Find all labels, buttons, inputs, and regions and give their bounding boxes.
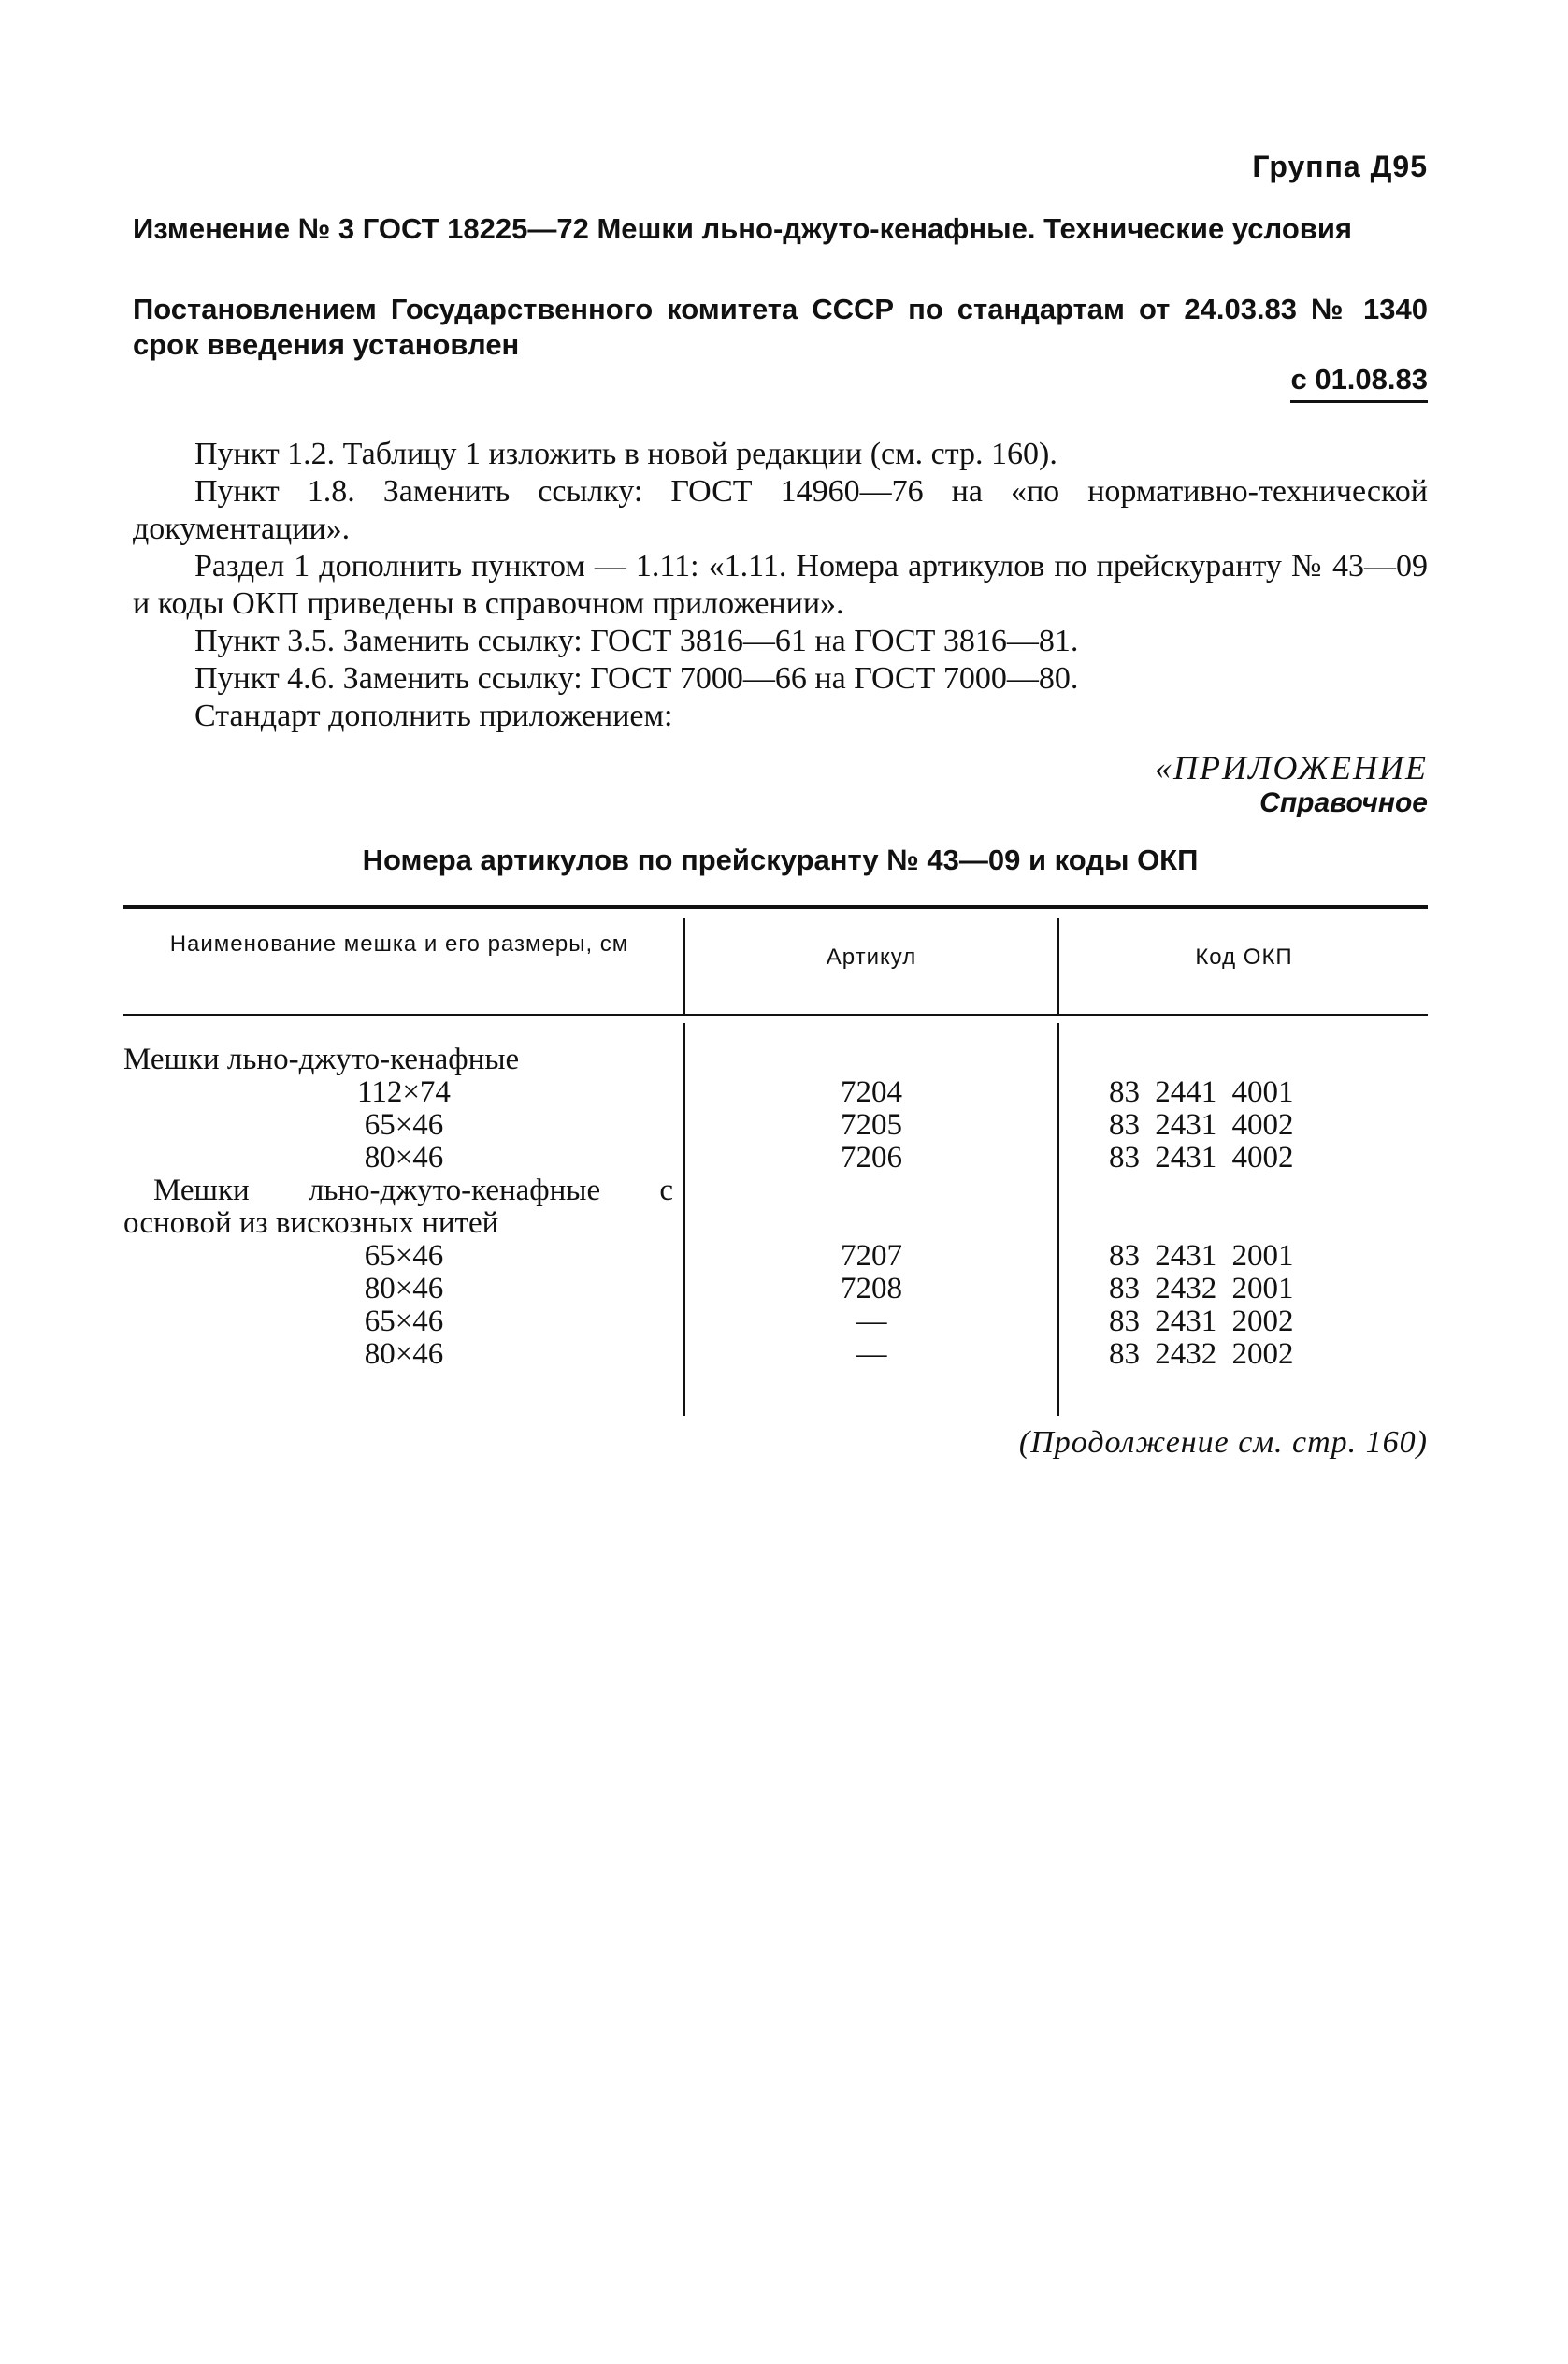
table-row [123, 1305, 1428, 1338]
cell-name: 65×46 [364, 1108, 444, 1142]
appendix-title: «ПРИЛОЖЕНИЕ [1155, 749, 1428, 786]
paragraph: Стандарт дополнить приложением: [194, 699, 673, 733]
cell-code: 83 2441 4001 [1109, 1075, 1294, 1109]
cell-name: 65×46 [364, 1305, 444, 1338]
change-title: Изменение № 3 ГОСТ 18225—72 Мешки льно-джуто-кенафные. Технические условия [133, 212, 1352, 245]
cell-code: 83 2431 4002 [1109, 1141, 1294, 1175]
table-row [123, 1142, 1428, 1175]
cell-name: Мешки льно-джуто-кенафные [123, 1043, 520, 1076]
table-row [123, 1338, 1428, 1371]
cell-article: — [856, 1305, 887, 1338]
resolution-text: Постановлением Государственного комитета СССР по стандартам от 24.03.83 № 1340 срок введения установлен [133, 293, 1428, 361]
cell-name: 112×74 [357, 1075, 451, 1109]
table-top-rule [123, 905, 1428, 909]
cell-code: 83 2431 4002 [1109, 1108, 1294, 1142]
paragraph: Пункт 3.5. Заменить ссылку: ГОСТ 3816—61 на ГОСТ 3816—81. [194, 624, 1079, 658]
table-row [123, 1240, 1428, 1273]
header-article: Артикул [826, 944, 917, 970]
paragraph: Пункт 1.2. Таблицу 1 изложить в новой редакции (см. стр. 160). [194, 437, 1057, 471]
table-title: Номера артикулов по прейскуранту № 43—09 и коды ОКП [362, 843, 1199, 876]
effective-date: с 01.08.83 [1290, 363, 1428, 403]
table-row [123, 1175, 1428, 1207]
amendment-body [133, 436, 1428, 735]
cell-article: — [856, 1337, 887, 1371]
cell-name: 80×46 [364, 1272, 444, 1305]
table-row [123, 1076, 1428, 1109]
cell-code: 83 2432 2002 [1109, 1337, 1294, 1371]
cell-name: 65×46 [364, 1239, 444, 1273]
paragraph: Пункт 4.6. Заменить ссылку: ГОСТ 7000—66 на ГОСТ 7000—80. [194, 661, 1079, 696]
cell-article: 7206 [841, 1141, 902, 1175]
cell-code: 83 2431 2002 [1109, 1305, 1294, 1338]
cell-name: 80×46 [364, 1337, 444, 1371]
table-row [123, 1273, 1428, 1305]
paragraph: Пункт 1.8. Заменить ссылку: ГОСТ 14960—76 на «по нормативно-технической документации». [133, 474, 1428, 546]
cell-article: 7205 [841, 1108, 902, 1142]
cell-article: 7204 [841, 1075, 902, 1109]
column-divider [683, 918, 685, 1014]
header-name: Наименование мешка и его размеры, см [169, 931, 629, 957]
paragraph: Раздел 1 дополнить пунктом — 1.11: «1.11. Номера артикулов по прейскуранту № 43—09 и коды ОКП приведены в справочном приложении». [133, 549, 1428, 621]
cell-code: 83 2432 2001 [1109, 1272, 1294, 1305]
cell-article: 7208 [841, 1272, 902, 1305]
table-header-rule [123, 1014, 1428, 1016]
table-row [123, 1044, 1428, 1076]
cell-name: Мешки льно-джуто-кенафные с [153, 1174, 673, 1207]
cell-article: 7207 [841, 1239, 902, 1273]
table-body [123, 1044, 1428, 1371]
appendix-subtitle: Справочное [1259, 787, 1428, 818]
header-code: Код ОКП [1195, 944, 1293, 970]
table-row [123, 1207, 1428, 1240]
column-divider [1057, 918, 1059, 1014]
cell-code: 83 2431 2001 [1109, 1239, 1294, 1273]
table-row [123, 1109, 1428, 1142]
continued-note: (Продолжение см. стр. 160) [1018, 1425, 1428, 1460]
cell-name: основой из вискозных нитей [123, 1206, 499, 1240]
cell-name: 80×46 [364, 1141, 444, 1175]
group-label: Группа Д95 [1252, 150, 1428, 183]
